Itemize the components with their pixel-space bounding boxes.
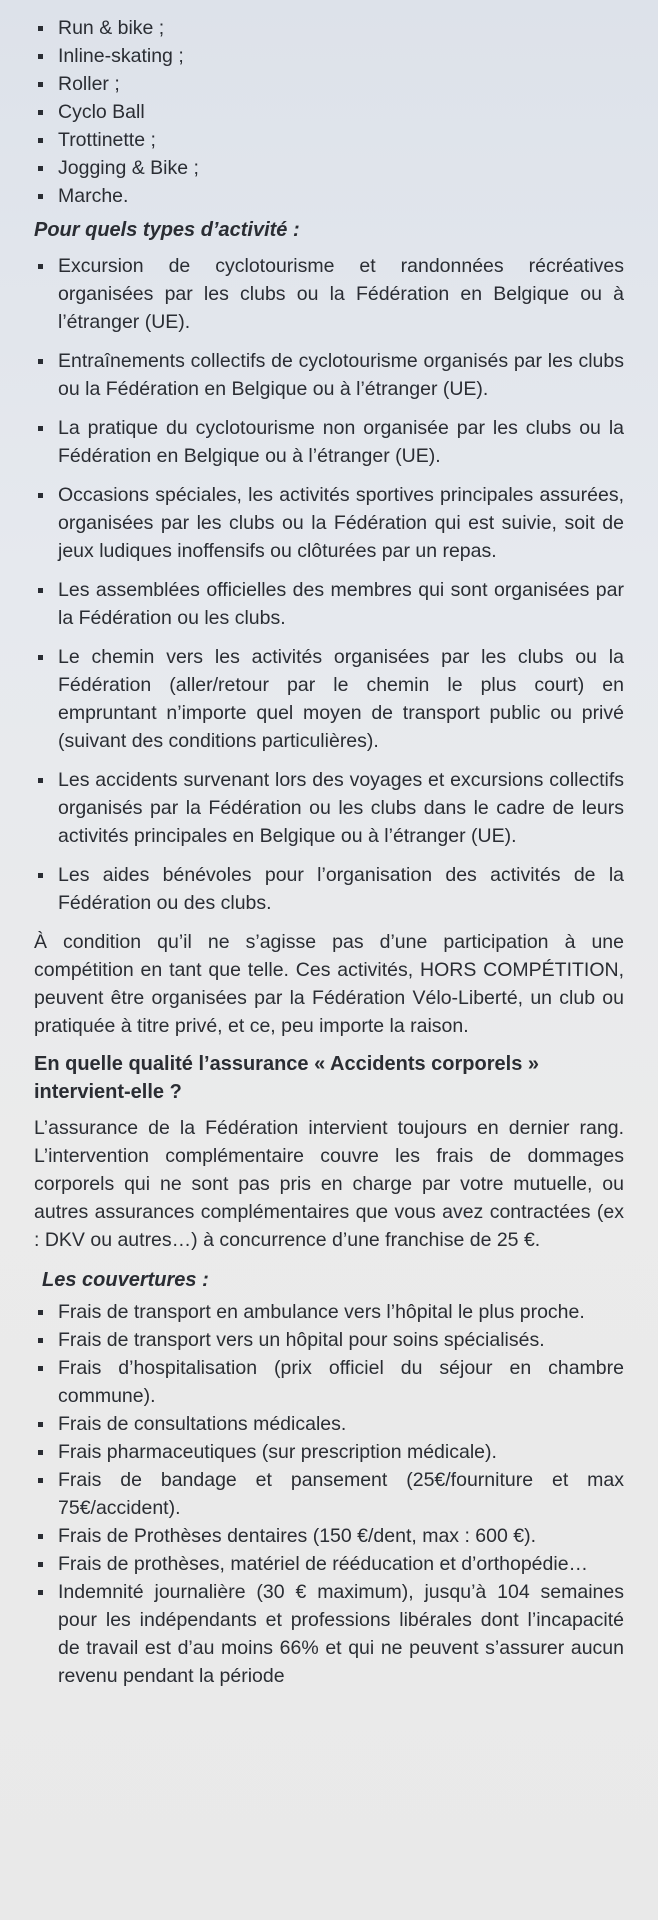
list-item: Cyclo Ball: [34, 98, 624, 126]
list-item: Run & bike ;: [34, 14, 624, 42]
list-item: Excursion de cyclotourisme et randonnées récréatives organisées par les clubs ou la Fédération en Belgique ou à l’étranger (UE).: [34, 252, 624, 336]
coverages-list: [34, 1298, 624, 1690]
list-item: Marche.: [34, 182, 624, 210]
list-item: Frais de bandage et pansement (25€/fourniture et max 75€/accident).: [34, 1466, 624, 1522]
list-item: Les assemblées officielles des membres qui sont organisées par la Fédération ou les clubs.: [34, 576, 624, 632]
document-body: [34, 14, 624, 1690]
list-item: Les aides bénévoles pour l’organisation des activités de la Fédération ou des clubs.: [34, 861, 624, 917]
activities-list: [34, 252, 624, 917]
list-item: Jogging & Bike ;: [34, 154, 624, 182]
list-item: Occasions spéciales, les activités sportives principales assurées, organisées par les clubs ou la Fédération qui est suivie, soit de jeux ludiques inoffensifs ou clôturées par un repas.: [34, 481, 624, 565]
condition-paragraph: À condition qu’il ne s’agisse pas d’une participation à une compétition en tant que telle. Ces activités, HORS COMPÉTITION, peuvent être organisées par la Fédération Vélo-Liberté, un club ou pratiquée à titre privé, et ce, peu importe la raison.: [34, 931, 624, 1037]
list-item: Frais pharmaceutiques (sur prescription médicale).: [34, 1438, 624, 1466]
list-item: Frais de transport vers un hôpital pour soins spécialisés.: [34, 1326, 624, 1354]
list-item: Indemnité journalière (30 € maximum), jusqu’à 104 semaines pour les indépendants et professions libérales dont l’incapacité de travail est d’au moins 66% et qui ne peuvent s’assurer aucun revenu pendant la période: [34, 1578, 624, 1690]
list-item: Frais de prothèses, matériel de rééducation et d’orthopédie…: [34, 1550, 624, 1578]
list-item: Les accidents survenant lors des voyages et excursions collectifs organisés par la Fédération ou les clubs dans le cadre de leurs activités principales en Belgique ou à l’étranger (UE).: [34, 766, 624, 850]
sports-list: [34, 14, 624, 210]
list-item: La pratique du cyclotourisme non organisée par les clubs ou la Fédération en Belgique ou à l’étranger (UE).: [34, 414, 624, 470]
list-item: Frais d’hospitalisation (prix officiel du séjour en chambre commune).: [34, 1354, 624, 1410]
list-item: Le chemin vers les activités organisées par les clubs ou la Fédération (aller/retour par le chemin le plus court) en empruntant n’importe quel moyen de transport public ou privé (suivant des conditions particulières).: [34, 643, 624, 755]
list-item: Frais de Prothèses dentaires (150 €/dent, max : 600 €).: [34, 1522, 624, 1550]
list-item: Entraînements collectifs de cyclotourisme organisés par les clubs ou la Fédération en Belgique ou à l’étranger (UE).: [34, 347, 624, 403]
coverage-heading: Les couvertures :: [42, 1269, 209, 1291]
list-item: Inline-skating ;: [34, 42, 624, 70]
list-item: Trottinette ;: [34, 126, 624, 154]
activities-heading: Pour quels types d’activité :: [34, 219, 300, 241]
quality-heading: En quelle qualité l’assurance « Accidents corporels » intervient-elle ?: [34, 1053, 539, 1103]
quality-paragraph: L’assurance de la Fédération intervient toujours en dernier rang. L’intervention complémentaire couvre les frais de dommages corporels qui ne sont pas pris en charge par votre mutuelle, ou autres assurances complémentaires que vous avez contractées (ex : DKV ou autres…) à concurrence d’une franchise de 25 €.: [34, 1117, 624, 1251]
list-item: Frais de consultations médicales.: [34, 1410, 624, 1438]
list-item: Roller ;: [34, 70, 624, 98]
list-item: Frais de transport en ambulance vers l’hôpital le plus proche.: [34, 1298, 624, 1326]
